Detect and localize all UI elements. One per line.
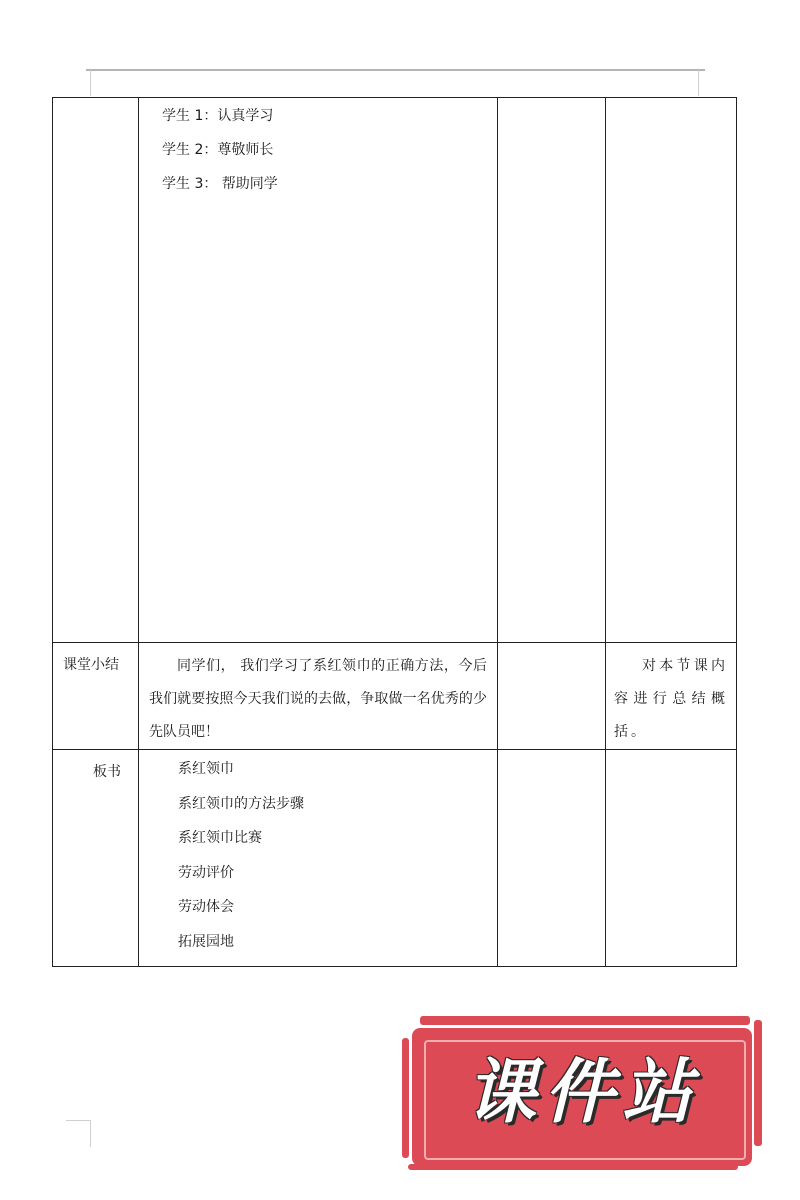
table-row <box>53 750 737 967</box>
summary-col3-cell <box>498 643 606 750</box>
header-corner-mark-right <box>698 70 699 96</box>
table-row <box>53 643 737 750</box>
student-line-1: 学生 1：认真学习 <box>162 108 274 124</box>
watermark-text: 课件站 <box>466 1051 700 1133</box>
header-corner-mark-left <box>90 70 91 96</box>
summary-note: 对本节课内容进行总结概括。 <box>614 658 728 740</box>
row1-content-cell <box>139 98 498 643</box>
summary-label-cell <box>53 643 139 750</box>
student-line-2: 学生 2：尊敬师长 <box>162 142 274 158</box>
board-col3-cell <box>498 750 606 967</box>
watermark-stamp <box>402 1014 764 1170</box>
board-line-6: 拓展园地 <box>178 933 234 950</box>
summary-note-cell <box>606 643 737 750</box>
row1-label-cell <box>53 98 139 643</box>
board-content-cell <box>139 750 498 967</box>
row1-col3-cell <box>498 98 606 643</box>
board-line-3: 系红领巾比赛 <box>178 830 262 846</box>
table-row <box>53 98 737 643</box>
summary-content-cell <box>139 643 498 750</box>
board-col4-cell <box>606 750 737 967</box>
board-line-2: 系红领巾的方法步骤 <box>178 795 304 812</box>
header-rule <box>86 69 705 71</box>
lesson-plan-table <box>52 97 737 967</box>
summary-paragraph: 同学们， 我们学习了系红领巾的正确方法，今后我们就要按照今天我们说的去做，争取做一名优秀的少先队员吧！ <box>149 658 487 740</box>
row1-col4-cell <box>606 98 737 643</box>
board-line-1: 系红领巾 <box>178 761 234 777</box>
board-line-5: 劳动体会 <box>178 899 234 915</box>
board-label-cell <box>53 750 139 967</box>
summary-label: 课堂小结 <box>63 657 119 673</box>
board-line-4: 劳动评价 <box>178 864 234 881</box>
board-label: 板书 <box>93 764 121 780</box>
student-line-3: 学生 3： 帮助同学 <box>162 176 278 192</box>
footer-corner-mark <box>66 1120 91 1147</box>
stamp-brush-edge <box>420 1016 750 1025</box>
